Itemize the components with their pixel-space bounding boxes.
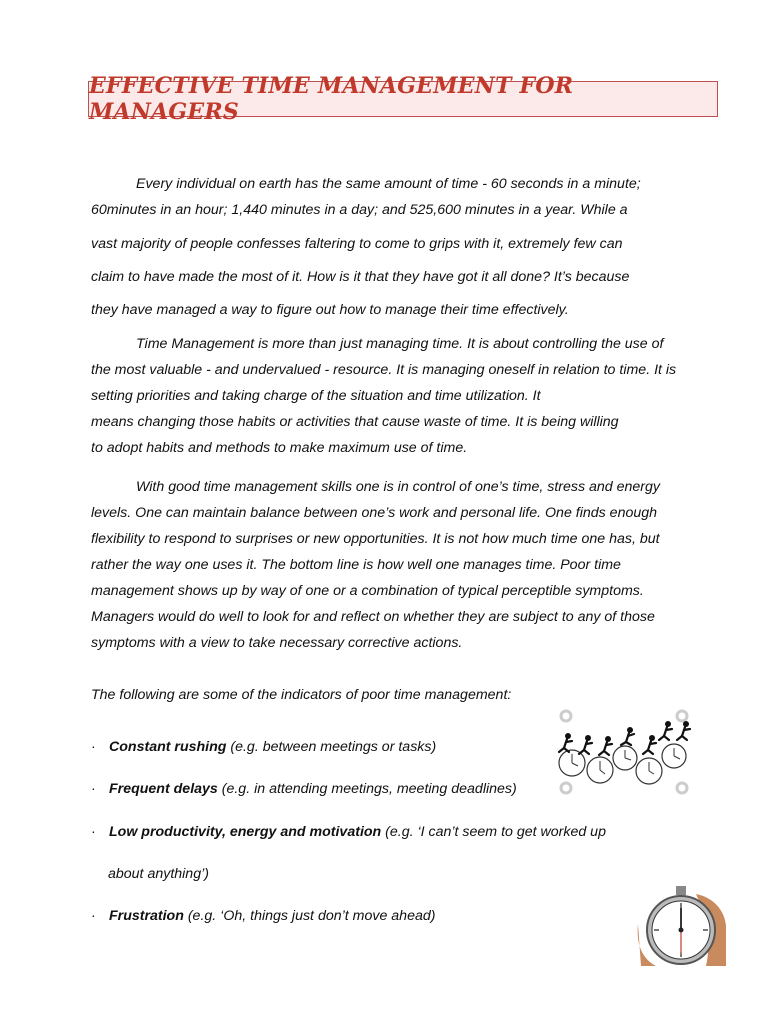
bullet-symbol: · <box>91 908 96 924</box>
bullet-term: Constant rushing <box>109 739 227 755</box>
bullet-symbol: · <box>91 824 96 840</box>
paragraph-3-line: levels. One can maintain balance between one’s work and personal life. One finds enough <box>91 505 658 521</box>
paragraph-1-line: Every individual on earth has the same amount of time - 60 seconds in a minute; <box>136 176 641 192</box>
paragraph-2-line: setting priorities and taking charge of the situation and time utilization. It <box>91 388 541 404</box>
document-title-box <box>88 73 718 125</box>
paragraph-2-line: to adopt habits and methods to make maximum use of time. <box>91 440 468 456</box>
paragraph-3-line: rather the way one uses it. The bottom line is how well one manages time. Poor time <box>91 557 621 573</box>
bullet-detail: (e.g. in attending meetings, meeting deadlines) <box>217 781 517 797</box>
bullet-item <box>91 781 517 797</box>
paragraph-2-line: the most valuable - and undervalued - resource. It is managing oneself in relation to time. It is <box>91 362 677 378</box>
bullet-continuation: about anything’) <box>108 866 209 882</box>
paragraph-3-line: management shows up by way of one or a combination of typical perceptible symptoms. <box>91 583 644 599</box>
paragraph-1-line: vast majority of people confesses faltering to come to grips with it, extremely few can <box>91 236 623 252</box>
bullet-detail: (e.g. ‘I can’t seem to get worked up <box>381 824 606 840</box>
paragraph-3-line: With good time management skills one is in control of one’s time, stress and energy <box>136 479 661 495</box>
paragraph-3-line: symptoms with a view to take necessary corrective actions. <box>91 635 463 651</box>
paragraph-1-line: 60minutes in an hour; 1,440 minutes in a day; and 525,600 minutes in a year. While a <box>91 202 628 218</box>
bullet-detail: (e.g. ‘Oh, things just don’t move ahead) <box>183 908 436 924</box>
bullet-symbol: · <box>91 739 96 755</box>
bullet-term: Frustration <box>109 908 184 924</box>
paragraph-2-line: Time Management is more than just managing time. It is about controlling the use of <box>136 336 664 352</box>
stopwatch-in-hand-icon <box>636 884 726 966</box>
paragraph-2-line: means changing those habits or activities that cause waste of time. It is being willing <box>91 414 619 430</box>
bullet-item <box>91 908 435 924</box>
paragraph-3-line: flexibility to respond to surprises or new opportunities. It is not how much time one has, but <box>91 531 660 547</box>
running-people-on-clocks-icon <box>552 708 702 798</box>
bullet-item <box>91 739 436 755</box>
bullet-term: Frequent delays <box>109 781 218 797</box>
paragraph-1-line: claim to have made the most of it. How is it that they have got it all done? It’s because <box>91 269 630 285</box>
paragraph-1-line: they have managed a way to figure out how to manage their time effectively. <box>91 302 569 318</box>
bullet-item <box>91 824 606 840</box>
bullet-term: Low productivity, energy and motivation <box>109 824 382 840</box>
bullet-detail: (e.g. between meetings or tasks) <box>226 739 437 755</box>
bullet-symbol: · <box>91 781 96 797</box>
indicators-intro: The following are some of the indicators of poor time management: <box>91 687 512 703</box>
document-title: EFFECTIVE TIME MANAGEMENT FOR MANAGERS <box>89 73 574 125</box>
paragraph-3-line: Managers would do well to look for and reflect on whether they are subject to any of those <box>91 609 655 625</box>
